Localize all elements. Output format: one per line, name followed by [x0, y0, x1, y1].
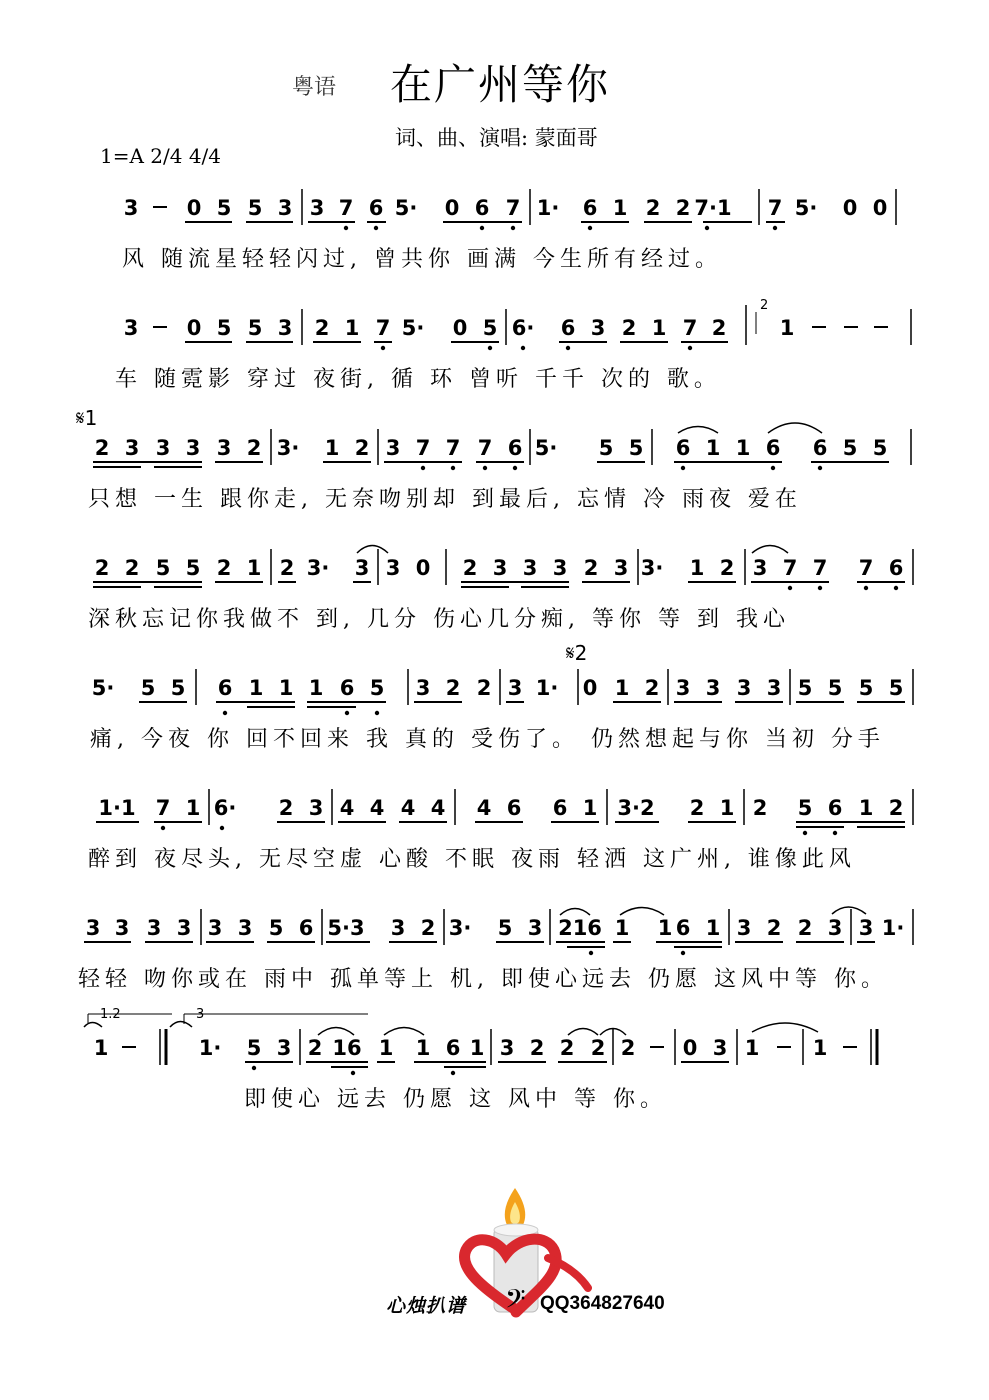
- score-line-6: [96, 789, 913, 835]
- svg-text:3: 3: [114, 916, 130, 940]
- svg-text:6: 6: [507, 436, 523, 460]
- lyric-line-4: 深秋忘记你我做不 到, 几分 伤心几分痴, 等你 等 到 我心: [88, 607, 790, 632]
- svg-text:2: 2: [590, 1036, 606, 1060]
- lyric-line-8: 即使心 远去 仍愿 这 风中 等 你。: [244, 1087, 667, 1112]
- svg-text:3: 3: [185, 436, 201, 460]
- svg-text:0: 0: [186, 196, 202, 220]
- svg-text:0: 0: [682, 1036, 698, 1060]
- svg-text:1.2: 1.2: [100, 1007, 121, 1022]
- svg-text:2: 2: [620, 1036, 636, 1060]
- svg-text:3: 3: [507, 676, 523, 700]
- svg-text:1·1: 1·1: [98, 796, 136, 820]
- language-label: 粤语: [292, 75, 337, 100]
- song-title: 在广州等你: [390, 60, 611, 109]
- svg-text:7: 7: [415, 436, 431, 460]
- score-line-3: [76, 406, 911, 470]
- svg-text:1: 1: [705, 436, 721, 460]
- svg-text:3: 3: [712, 1036, 728, 1060]
- svg-text:1: 1: [378, 1036, 394, 1060]
- svg-text:5: 5: [842, 436, 858, 460]
- svg-text:3: 3: [176, 916, 192, 940]
- svg-text:2: 2: [476, 676, 492, 700]
- svg-text:1: 1: [415, 1036, 431, 1060]
- svg-text:2: 2: [797, 916, 813, 940]
- svg-text:5: 5: [185, 556, 201, 580]
- score-line-8: [84, 1007, 877, 1075]
- svg-text:3: 3: [207, 916, 223, 940]
- svg-text:6·: 6·: [511, 316, 535, 340]
- svg-text:1: 1: [308, 676, 324, 700]
- svg-text:216: 216: [558, 916, 602, 940]
- svg-text:1: 1: [719, 796, 735, 820]
- svg-text:1: 1: [744, 1036, 760, 1060]
- svg-text:7: 7: [155, 796, 171, 820]
- svg-text:5: 5: [155, 556, 171, 580]
- svg-text:5: 5: [170, 676, 186, 700]
- svg-text:3: 3: [736, 676, 752, 700]
- svg-text:𝄢: 𝄢: [505, 1283, 526, 1320]
- svg-text:2: 2: [711, 316, 727, 340]
- svg-text:0: 0: [186, 316, 202, 340]
- svg-text:3: 3: [385, 436, 401, 460]
- svg-text:4: 4: [369, 796, 385, 820]
- svg-text:1: 1: [651, 316, 667, 340]
- svg-text:1: 1: [779, 316, 795, 340]
- svg-text:2: 2: [888, 796, 904, 820]
- svg-text:3: 3: [415, 676, 431, 700]
- svg-text:5: 5: [247, 316, 263, 340]
- svg-text:2: 2: [645, 196, 661, 220]
- svg-text:2: 2: [314, 316, 330, 340]
- svg-text:6: 6: [675, 436, 691, 460]
- svg-text:7: 7: [682, 316, 698, 340]
- lyric-line-6: 醉到 夜尽头, 无尽空虚 心酸 不眠 夜雨 轻洒 这广州, 谁像此风: [88, 847, 856, 872]
- svg-text:0: 0: [452, 316, 468, 340]
- lyric-line-7: 轻轻 吻你或在 雨中 孤单等上 机, 即使心远去 仍愿 这风中等 你。: [78, 967, 888, 992]
- svg-text:0: 0: [444, 196, 460, 220]
- svg-text:7: 7: [782, 556, 798, 580]
- qq-contact: QQ364827640: [540, 1293, 665, 1314]
- svg-text:5: 5: [216, 196, 232, 220]
- svg-text:5·: 5·: [401, 316, 425, 340]
- svg-text:2: 2: [246, 436, 262, 460]
- svg-text:6: 6: [368, 196, 384, 220]
- svg-text:3·: 3·: [640, 556, 664, 580]
- svg-text:3: 3: [276, 1036, 292, 1060]
- svg-text:7: 7: [767, 196, 783, 220]
- svg-text:1: 1: [344, 316, 360, 340]
- svg-text:6: 6: [560, 316, 576, 340]
- svg-text:3: 3: [237, 916, 253, 940]
- svg-text:7: 7: [812, 556, 828, 580]
- score-line-4: [93, 546, 913, 591]
- svg-text:5: 5: [497, 916, 513, 940]
- svg-text:0: 0: [872, 196, 888, 220]
- svg-text:2: 2: [719, 556, 735, 580]
- svg-text:4: 4: [400, 796, 416, 820]
- svg-text:3: 3: [146, 916, 162, 940]
- svg-text:2: 2: [420, 916, 436, 940]
- svg-text:3: 3: [123, 316, 139, 340]
- svg-text:5: 5: [872, 436, 888, 460]
- svg-text:2: 2: [675, 196, 691, 220]
- svg-text:3·: 3·: [448, 916, 472, 940]
- svg-text:3: 3: [309, 196, 325, 220]
- svg-text:1: 1: [278, 676, 294, 700]
- svg-text:𝄋1: 𝄋1: [76, 406, 98, 430]
- svg-text:1: 1: [93, 1036, 109, 1060]
- svg-text:1: 1: [246, 556, 262, 580]
- svg-text:5: 5: [797, 796, 813, 820]
- svg-text:3: 3: [522, 556, 538, 580]
- svg-text:2: 2: [94, 556, 110, 580]
- svg-text:6: 6: [506, 796, 522, 820]
- svg-text:7: 7: [445, 436, 461, 460]
- svg-text:2: 2: [621, 316, 637, 340]
- svg-text:5: 5: [369, 676, 385, 700]
- svg-text:4: 4: [339, 796, 355, 820]
- svg-text:5·: 5·: [794, 196, 818, 220]
- svg-text:2: 2: [760, 298, 769, 313]
- svg-text:3: 3: [752, 556, 768, 580]
- svg-text:1: 1: [735, 436, 751, 460]
- svg-text:5: 5: [888, 676, 904, 700]
- svg-text:1: 1: [582, 796, 598, 820]
- svg-text:3: 3: [277, 196, 293, 220]
- svg-text:1: 1: [469, 1036, 485, 1060]
- key-signature: 1=A 2/4 4/4: [100, 144, 222, 168]
- svg-text:1·: 1·: [198, 1036, 222, 1060]
- svg-text:6: 6: [582, 196, 598, 220]
- svg-text:5: 5: [598, 436, 614, 460]
- svg-text:0: 0: [415, 556, 431, 580]
- svg-text:2: 2: [216, 556, 232, 580]
- svg-text:2: 2: [689, 796, 705, 820]
- svg-text:7: 7: [477, 436, 493, 460]
- svg-text:4: 4: [476, 796, 492, 820]
- svg-text:1: 1: [612, 196, 628, 220]
- svg-text:1: 1: [812, 1036, 828, 1060]
- svg-text:3: 3: [308, 796, 324, 820]
- score-line-1: [124, 189, 896, 230]
- svg-text:3: 3: [527, 916, 543, 940]
- svg-text:5·: 5·: [534, 436, 558, 460]
- svg-text:4: 4: [430, 796, 446, 820]
- svg-text:𝄋2: 𝄋2: [566, 641, 588, 665]
- svg-text:3·: 3·: [276, 436, 300, 460]
- svg-text:1: 1: [705, 916, 721, 940]
- svg-text:5: 5: [797, 676, 813, 700]
- svg-text:3: 3: [85, 916, 101, 940]
- svg-text:6: 6: [812, 436, 828, 460]
- svg-text:1·: 1·: [536, 196, 560, 220]
- score-line-2: [124, 298, 911, 350]
- svg-text:1: 1: [185, 796, 201, 820]
- score-line-7: [84, 907, 913, 955]
- svg-text:3: 3: [123, 196, 139, 220]
- svg-text:1: 1: [248, 676, 264, 700]
- svg-text:1: 1: [614, 916, 630, 940]
- svg-text:16: 16: [332, 1036, 362, 1060]
- svg-text:6: 6: [675, 916, 691, 940]
- svg-text:3·: 3·: [306, 556, 330, 580]
- svg-text:2: 2: [644, 676, 660, 700]
- svg-text:5: 5: [140, 676, 156, 700]
- svg-text:0: 0: [842, 196, 858, 220]
- svg-text:5: 5: [246, 1036, 262, 1060]
- svg-text:3: 3: [705, 676, 721, 700]
- svg-text:7: 7: [375, 316, 391, 340]
- svg-text:6: 6: [474, 196, 490, 220]
- credits: 词、曲、演唱: 蒙面哥: [395, 126, 598, 150]
- svg-text:6: 6: [552, 796, 568, 820]
- svg-text:6: 6: [298, 916, 314, 940]
- lyric-line-3: 只想 一生 跟你走, 无奈吻别却 到最后, 忘情 冷 雨夜 爱在: [88, 487, 802, 512]
- svg-text:3: 3: [827, 916, 843, 940]
- lyric-line-1: 风 随流星轻轻闪过, 曾共你 画满 今生所有经过。: [122, 247, 722, 272]
- svg-text:6·: 6·: [213, 796, 237, 820]
- svg-text:1: 1: [689, 556, 705, 580]
- svg-text:5: 5: [482, 316, 498, 340]
- svg-text:5·3: 5·3: [327, 916, 365, 940]
- svg-text:0: 0: [582, 676, 598, 700]
- lyric-line-2: 车 随霓影 穿过 夜街, 循 环 曾听 千千 次的 歌。: [115, 367, 721, 392]
- svg-text:2: 2: [307, 1036, 323, 1060]
- svg-text:5: 5: [858, 676, 874, 700]
- svg-text:3: 3: [492, 556, 508, 580]
- svg-text:5: 5: [247, 196, 263, 220]
- svg-text:5: 5: [216, 316, 232, 340]
- svg-text:6: 6: [765, 436, 781, 460]
- svg-text:3: 3: [124, 436, 140, 460]
- svg-text:7: 7: [858, 556, 874, 580]
- svg-text:3: 3: [499, 1036, 515, 1060]
- svg-text:2: 2: [354, 436, 370, 460]
- svg-text:2: 2: [278, 796, 294, 820]
- svg-text:2: 2: [752, 796, 768, 820]
- svg-text:5: 5: [268, 916, 284, 940]
- svg-text:3: 3: [196, 1007, 205, 1022]
- svg-text:1: 1: [858, 796, 874, 820]
- svg-text:3: 3: [552, 556, 568, 580]
- svg-text:1·: 1·: [881, 916, 905, 940]
- svg-text:2: 2: [583, 556, 599, 580]
- svg-text:6: 6: [217, 676, 233, 700]
- svg-text:2: 2: [279, 556, 295, 580]
- svg-text:6: 6: [339, 676, 355, 700]
- svg-text:2: 2: [445, 676, 461, 700]
- svg-text:1·: 1·: [535, 676, 559, 700]
- svg-text:3: 3: [675, 676, 691, 700]
- svg-text:5·: 5·: [91, 676, 115, 700]
- svg-text:3: 3: [354, 556, 370, 580]
- svg-text:3: 3: [390, 916, 406, 940]
- svg-text:3: 3: [277, 316, 293, 340]
- svg-text:2: 2: [94, 436, 110, 460]
- svg-text:1: 1: [614, 676, 630, 700]
- svg-text:3: 3: [155, 436, 171, 460]
- svg-text:3·2: 3·2: [617, 796, 655, 820]
- lyric-line-5: 痛, 今夜 你 回不回来 我 真的 受伤了。 仍然想起与你 当初 分手: [90, 727, 885, 752]
- svg-text:5: 5: [628, 436, 644, 460]
- logo-text: 心烛扒谱: [386, 1295, 467, 1317]
- svg-text:6: 6: [827, 796, 843, 820]
- svg-text:3: 3: [590, 316, 606, 340]
- svg-text:7: 7: [338, 196, 354, 220]
- svg-text:5: 5: [827, 676, 843, 700]
- svg-text:3: 3: [216, 436, 232, 460]
- svg-text:6: 6: [445, 1036, 461, 1060]
- score-line-5: [92, 641, 913, 715]
- svg-text:1: 1: [657, 916, 673, 940]
- svg-text:3: 3: [858, 916, 874, 940]
- svg-text:2: 2: [529, 1036, 545, 1060]
- svg-text:1: 1: [324, 436, 340, 460]
- svg-text:3: 3: [385, 556, 401, 580]
- svg-text:7: 7: [505, 196, 521, 220]
- svg-text:5·: 5·: [394, 196, 418, 220]
- svg-text:7·1: 7·1: [694, 196, 732, 220]
- svg-text:3: 3: [736, 916, 752, 940]
- svg-text:6: 6: [888, 556, 904, 580]
- svg-text:2: 2: [124, 556, 140, 580]
- svg-text:3: 3: [613, 556, 629, 580]
- svg-text:2: 2: [462, 556, 478, 580]
- svg-text:2: 2: [766, 916, 782, 940]
- svg-text:3: 3: [766, 676, 782, 700]
- svg-text:2: 2: [559, 1036, 575, 1060]
